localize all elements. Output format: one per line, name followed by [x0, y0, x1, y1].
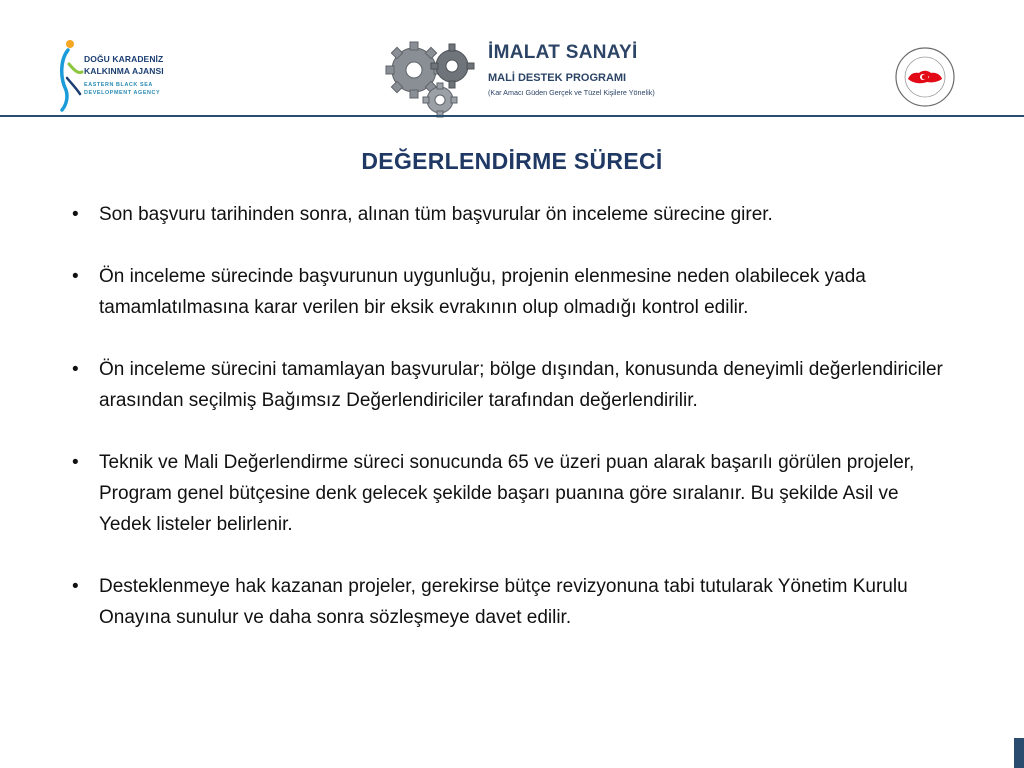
bullet-item: • Desteklenmeye hak kazanan projeler, gerekirse bütçe revizyonuna tabi tutularak Yönetim Kurulu Onayına sunulur ve daha sonra sözleşmeye davet edilir.	[72, 571, 952, 633]
agency-name-line2: KALKINMA AJANSI	[84, 66, 164, 76]
header-divider	[0, 115, 1024, 117]
program-logo	[382, 36, 662, 120]
page-title: DEĞERLENDİRME SÜRECİ	[361, 148, 663, 174]
bullet-item: • Ön inceleme sürecini tamamlayan başvurular; bölge dışından, konusunda deneyimli değerlendiriciler arasından seçilmiş Bağımsız Değerlendiriciler tarafından değerlendirilir.	[72, 354, 952, 416]
slide-corner-accent	[1014, 738, 1024, 768]
bullet-item: • Teknik ve Mali Değerlendirme süreci sonucunda 65 ve üzeri puan alarak başarılı görülen projeler, Program genel bütçesine denk gelecek şekilde başarı puanına göre sıralanır. Bu şekilde Asil ve Yedek listeler belirlenir.	[72, 447, 952, 540]
agency-figure-icon	[58, 38, 84, 112]
bullet-item: • Son başvuru tarihinden sonra, alınan tüm başvurular ön inceleme sürecine girer.	[72, 199, 952, 230]
agency-name-en-line1: EASTERN BLACK SEA	[84, 82, 153, 88]
ministry-seal-icon	[894, 46, 956, 108]
program-subtitle: MALİ DESTEK PROGRAMI	[488, 72, 627, 84]
program-caption: (Kar Amacı Güden Gerçek ve Tüzel Kişilere Yönelik)	[488, 88, 655, 97]
bullet-list	[72, 199, 952, 664]
header	[0, 0, 1024, 118]
program-title: İMALAT SANAYİ	[488, 42, 638, 63]
agency-name-line1: DOĞU KARADENİZ	[84, 54, 164, 64]
bullet-item: • Ön inceleme sürecinde başvurunun uygunluğu, projenin elenmesine neden olabilecek yada tamamlatılmasına karar verilen bir eksik evrakının olup olmadığı kontrol edilir.	[72, 261, 952, 323]
agency-logo	[58, 38, 178, 112]
ministry-seal	[894, 46, 956, 108]
agency-name-en-line2: DEVELOPMENT AGENCY	[84, 90, 161, 96]
gears-icon	[384, 38, 482, 120]
